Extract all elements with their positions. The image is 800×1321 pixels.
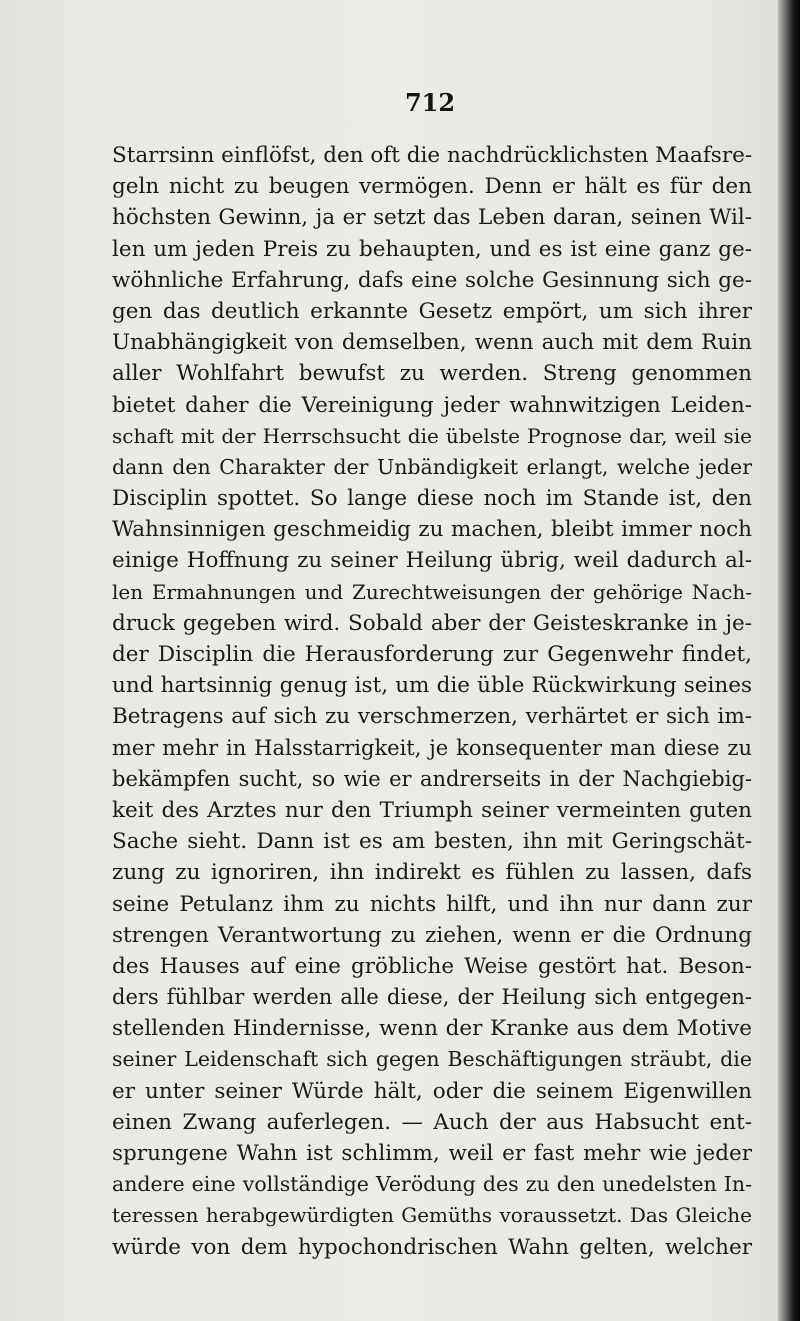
text-line: sprungene Wahn ist schlimm, weil er fast mehr wie jeder: [112, 1141, 752, 1166]
text-line: Betragens auf sich zu verschmerzen, verhärtet er sich im-: [112, 704, 752, 730]
text-line: des Hauses auf eine gröbliche Weise gestört hat. Beson-: [112, 953, 752, 979]
text-line: seiner Leidenschaft sich gegen Beschäftigungen sträubt, die: [112, 1047, 752, 1072]
page-number: 712: [404, 88, 456, 117]
text-line: len Ermahnungen und Zurechtweisungen der gehörige Nach-: [112, 579, 752, 604]
book-spine-shadow: [778, 0, 800, 1321]
text-line: höchsten Gewinn, ja er setzt das Leben daran, seinen Wil-: [112, 205, 752, 231]
text-line: Disciplin spottet. So lange diese noch im Stande ist, den: [112, 486, 752, 512]
text-line: Starrsinn einflöfst, den oft die nachdrücklichsten Maafsre-: [112, 143, 753, 168]
text-line: der Disciplin die Herausforderung zur Gegenwehr findet,: [112, 642, 752, 667]
text-line: stellenden Hindernisse, wenn der Kranke aus dem Motive: [112, 1016, 752, 1042]
text-line: mer mehr in Halsstarrigkeit, je konsequenter man diese zu: [112, 735, 752, 760]
text-line: er unter seiner Würde hält, oder die seinem Eigenwillen: [112, 1078, 752, 1104]
text-line: bietet daher die Vereinigung jeder wahnwitzigen Leiden-: [112, 392, 752, 418]
text-line: strengen Verantwortung zu ziehen, wenn er die Ordnung: [112, 922, 752, 948]
text-line: dann den Charakter der Unbändigkeit erlangt, welche jeder: [112, 454, 752, 479]
text-line: einen Zwang auferlegen. — Auch der aus Habsucht ent-: [112, 1109, 752, 1135]
text-line: gen das deutlich erkannte Gesetz empört, um sich ihrer: [112, 298, 752, 324]
text-line: wöhnliche Erfahrung, dafs eine solche Gesinnung sich ge-: [112, 267, 752, 293]
text-line: druck gegeben wird. Sobald aber der Geisteskranke in je-: [112, 610, 752, 636]
text-line: geln nicht zu beugen vermögen. Denn er hält es für den: [112, 174, 752, 200]
text-line: andere eine vollständige Verödung des zu den unedelsten In-: [112, 1172, 752, 1197]
text-line: seine Petulanz ihm zu nichts hilft, und ihn nur dann zur: [112, 891, 752, 917]
text-line: einige Hoffnung zu seiner Heilung übrig, weil dadurch al-: [112, 548, 752, 574]
text-line: len um jeden Preis zu behaupten, und es ist eine ganz ge-: [112, 236, 752, 262]
text-line: und hartsinnig genug ist, um die üble Rückwirkung seines: [112, 673, 752, 699]
body-text: [112, 140, 752, 1263]
text-line: Wahnsinnigen geschmeidig zu machen, bleibt immer noch: [112, 517, 752, 543]
text-line: schaft mit der Herrschsucht die übelste Prognose dar, weil sie: [112, 423, 752, 448]
text-line: aller Wohlfahrt bewufst zu werden. Streng genommen: [112, 361, 752, 387]
text-line: bekämpfen sucht, so wie er andrerseits in der Nachgiebig-: [112, 766, 752, 791]
text-line: zung zu ignoriren, ihn indirekt es fühlen zu lassen, dafs: [112, 860, 752, 886]
text-line: keit des Arztes nur den Triumph seiner vermeinten guten: [112, 797, 752, 823]
text-line: Sache sieht. Dann ist es am besten, ihn mit Geringschät-: [112, 829, 752, 855]
text-line: Unabhängigkeit von demselben, wenn auch mit dem Ruin: [112, 330, 752, 356]
text-line: ders fühlbar werden alle diese, der Heilung sich entgegen-: [112, 985, 752, 1010]
text-line: teressen herabgewürdigten Gemüths voraussetzt. Das Gleiche: [112, 1203, 752, 1228]
text-line: würde von dem hypochondrischen Wahn gelten, welcher: [112, 1234, 752, 1260]
